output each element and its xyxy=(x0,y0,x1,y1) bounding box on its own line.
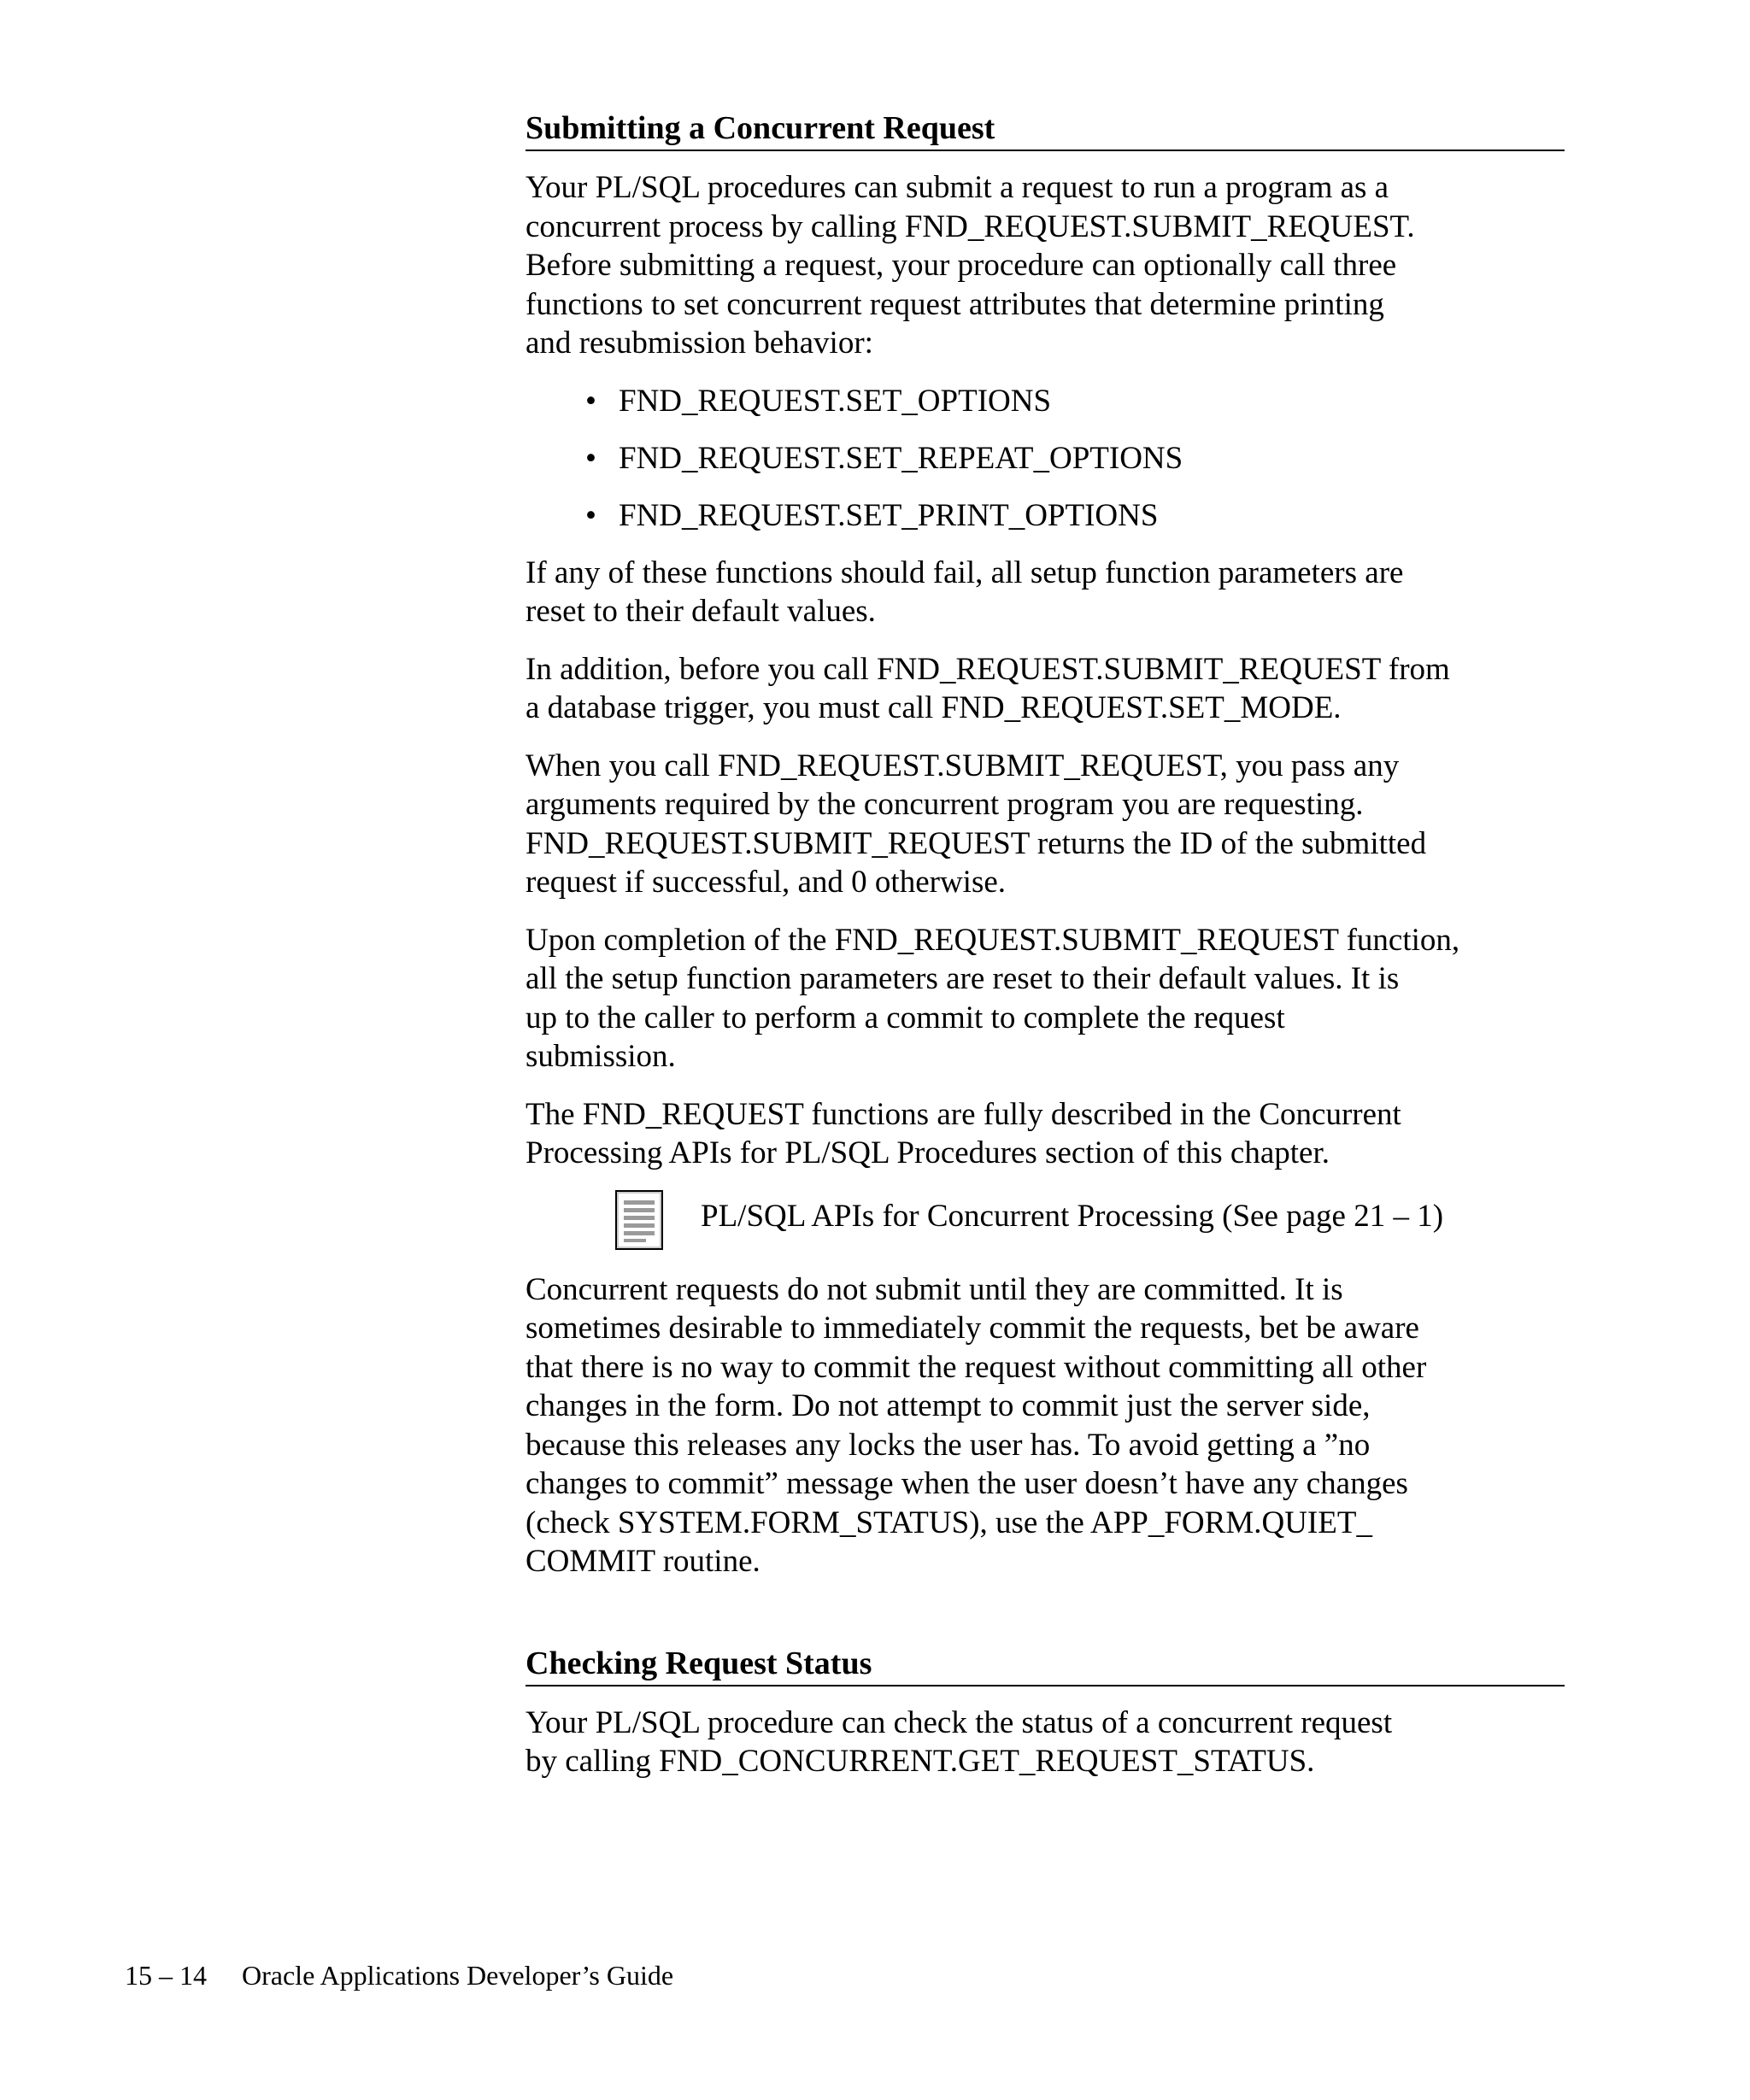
status-paragraph: Your PL/SQL procedure can check the status of a concurrent request by calling FND_CONCURRENT.GET_REQUEST_STATUS. xyxy=(526,1704,1393,1779)
document-icon xyxy=(615,1190,663,1250)
bullet-icon: • xyxy=(585,383,596,419)
cross-reference[interactable] xyxy=(526,1190,1565,1255)
bullet-icon: • xyxy=(585,497,596,533)
cross-reference-link[interactable]: PL/SQL APIs for Concurrent Processing (See page 21 – 1) xyxy=(701,1198,1444,1234)
book-title: Oracle Applications Developer’s Guide xyxy=(242,1960,674,1991)
section-heading-submitting: Submitting a Concurrent Request xyxy=(526,109,1565,151)
list-item: • FND_REQUEST.SET_PRINT_OPTIONS xyxy=(585,497,1159,533)
list-item: • FND_REQUEST.SET_REPEAT_OPTIONS xyxy=(585,440,1183,476)
section-heading-checking: Checking Request Status xyxy=(526,1645,1565,1686)
page-number: 15 – 14 xyxy=(125,1960,207,1991)
reference-paragraph: The FND_REQUEST functions are fully described in the Concurrent Processing APIs for PL/SQL Procedures section of this chapter. xyxy=(526,1096,1401,1170)
intro-paragraph: Your PL/SQL procedures can submit a request to run a program as a concurrent process by calling FND_REQUEST.SUBMIT_REQUEST. Before submitting a request, your procedure can optionally call three functions to set concurrent request attributes that determine printing and resubmission behavior: xyxy=(526,170,1415,361)
commit-paragraph: Concurrent requests do not submit until they are committed. It is sometimes desirable to immediately commit the requests, bet be aware that there is no way to commit the request without committing all other changes in the form. Do not attempt to commit just the server side, because this releases any locks the user has. To avoid getting a ”no changes to commit” message when the user doesn’t have any changes (check SYSTEM.FORM_STATUS), use the APP_FORM.QUIET_ COMMIT routine. xyxy=(526,1271,1427,1579)
page-footer xyxy=(125,1958,673,1992)
list-item: • FND_REQUEST.SET_OPTIONS xyxy=(585,383,1052,419)
failure-paragraph: If any of these functions should fail, all setup function parameters are reset to their default values. xyxy=(526,554,1404,629)
completion-paragraph: Upon completion of the FND_REQUEST.SUBMIT_REQUEST function, all the setup function parameters are reset to their default values. It is up to the caller to perform a commit to complete the request submission. xyxy=(526,922,1460,1074)
bullet-icon: • xyxy=(585,440,596,476)
arguments-paragraph: When you call FND_REQUEST.SUBMIT_REQUEST, you pass any arguments required by the concurrent program you are requesting. FND_REQUEST.SUBMIT_REQUEST returns the ID of the submitted request if successful, and 0 otherwise. xyxy=(526,748,1427,900)
trigger-paragraph: In addition, before you call FND_REQUEST.SUBMIT_REQUEST from a database trigger, you must call FND_REQUEST.SET_MODE. xyxy=(526,651,1450,725)
function-list xyxy=(526,382,1565,535)
page-content xyxy=(526,109,1565,1781)
